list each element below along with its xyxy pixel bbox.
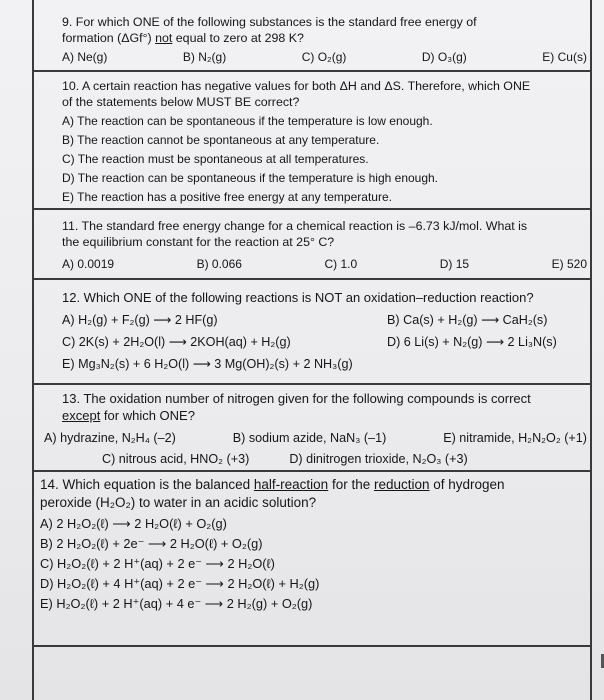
q10-option-a: A) The reaction can be spontaneous if the temperature is low enough. (62, 114, 433, 128)
question-12 (62, 290, 587, 372)
question-13 (44, 390, 587, 467)
q14-stem-pre: 14. Which equation is the balanced (40, 477, 254, 492)
q13-row2 (62, 451, 587, 467)
q14-option-c: C) H₂O₂(ℓ) + 2 H⁺(aq) + 2 e⁻ ⟶ 2 H₂O(ℓ) (40, 556, 275, 571)
question-9 (62, 14, 587, 65)
q9-stem-underlined: not (155, 31, 173, 45)
q14-option-e: E) H₂O₂(ℓ) + 2 H⁺(aq) + 4 e⁻ ⟶ 2 H₂(g) + O₂(g) (40, 596, 313, 611)
q13-row1 (44, 430, 587, 446)
q9-stem-line2 (62, 30, 587, 46)
q11-options (62, 256, 587, 272)
q11-option-a: A) 0.0019 (62, 257, 115, 271)
q9-stem-pre: formation (ΔGf°) (62, 31, 156, 45)
divider-q10-q11 (32, 208, 592, 210)
q11-option-b: B) 0.066 (196, 257, 242, 271)
q12-option-b: B) Ca(s) + H₂(g) ⟶ CaH₂(s) (387, 313, 548, 327)
q10-stem-line2: of the statements below MUST BE correct? (62, 95, 300, 109)
q9-option-a: A) Ne(g) (62, 50, 108, 64)
q12-option-a: A) H₂(g) + F₂(g) ⟶ 2 HF(g) (62, 313, 218, 327)
q14-option-b: B) 2 H₂O₂(ℓ) + 2e⁻ ⟶ 2 H₂O(ℓ) + O₂(g) (40, 536, 263, 551)
q10-option-e: E) The reaction has a positive free energy at any temperature. (62, 190, 392, 204)
q12-option-c: C) 2K(s) + 2H₂O(l) ⟶ 2KOH(aq) + H₂(g) (62, 335, 291, 349)
divider-q9-q10 (32, 70, 592, 72)
q13-option-c: C) nitrous acid, HNO₂ (+3) (102, 452, 250, 466)
question-11 (62, 218, 587, 272)
q11-option-c: C) 1.0 (324, 257, 358, 271)
q12-stem: 12. Which ONE of the following reactions is NOT an oxidation–reduction reaction? (62, 290, 534, 305)
q9-stem-line1: 9. For which ONE of the following substances is the standard free energy of (62, 15, 477, 29)
q14-stem-mid: for the (328, 477, 374, 492)
q13-option-e: E) nitramide, H₂N₂O₂ (+1) (443, 431, 587, 445)
q9-options (62, 49, 587, 65)
q12-row1 (62, 312, 587, 328)
q13-option-a: A) hydrazine, N₂H₄ (–2) (44, 431, 176, 445)
q9-stem-post: equal to zero at 298 K? (172, 31, 304, 45)
q14-stem-underlined-2: reduction (373, 477, 430, 492)
q12-option-d: D) 6 Li(s) + N₂(g) ⟶ 2 Li₃N(s) (387, 335, 557, 349)
q10-option-d: D) The reaction can be spontaneous if the temperature is high enough. (62, 171, 439, 185)
q14-stem-line1 (40, 476, 585, 494)
q10-option-c: C) The reaction must be spontaneous at all temperatures. (62, 152, 369, 166)
right-border-line (590, 0, 592, 700)
divider-bottom (32, 645, 592, 647)
q13-option-b: B) sodium azide, NaN₃ (–1) (232, 431, 387, 445)
q12-row2 (62, 334, 587, 350)
q11-stem-line2: the equilibrium constant for the reaction at 25° C? (62, 235, 335, 249)
q13-stem-post: for which ONE? (100, 408, 195, 423)
q13-stem-line2 (62, 407, 587, 424)
q14-option-a: A) 2 H₂O₂(ℓ) ⟶ 2 H₂O(ℓ) + O₂(g) (40, 516, 227, 531)
q14-stem-underlined-1: half-reaction (253, 477, 329, 492)
q11-stem-line1: 11. The standard free energy change for a chemical reaction is –6.73 kJ/mol. What is (62, 219, 528, 233)
q12-option-e: E) Mg₃N₂(s) + 6 H₂O(l) ⟶ 3 Mg(OH)₂(s) + 2 NH₃(g) (62, 357, 353, 371)
q9-option-c: C) O₂(g) (301, 50, 347, 64)
q14-stem-post: of hydrogen (429, 477, 505, 492)
divider-q13-q14 (32, 470, 592, 472)
question-10 (62, 78, 587, 205)
q14-stem-line2: peroxide (H₂O₂) to water in an acidic solution? (40, 495, 317, 510)
q11-option-e: E) 520 (551, 257, 587, 271)
q9-option-b: B) N₂(g) (182, 50, 227, 64)
q10-option-b: B) The reaction cannot be spontaneous at any temperature. (62, 133, 380, 147)
question-14 (40, 476, 585, 612)
left-border-line (32, 0, 34, 700)
divider-q12-q13 (32, 383, 592, 385)
q9-option-e: E) Cu(s) (542, 50, 587, 64)
q13-stem-line1: 13. The oxidation number of nitrogen given for the following compounds is correct (62, 391, 531, 406)
divider-q11-q12 (32, 278, 592, 280)
q11-option-d: D) 15 (439, 257, 470, 271)
q13-stem-underlined: except (62, 408, 101, 423)
q9-option-d: D) O₃(g) (421, 50, 467, 64)
q10-stem-line1: 10. A certain reaction has negative values for both ΔH and ΔS. Therefore, which ONE (62, 79, 531, 93)
q13-option-d: D) dinitrogen trioxide, N₂O₃ (+3) (289, 452, 468, 466)
q14-option-d: D) H₂O₂(ℓ) + 4 H⁺(aq) + 2 e⁻ ⟶ 2 H₂O(ℓ) + H₂(g) (40, 576, 320, 591)
